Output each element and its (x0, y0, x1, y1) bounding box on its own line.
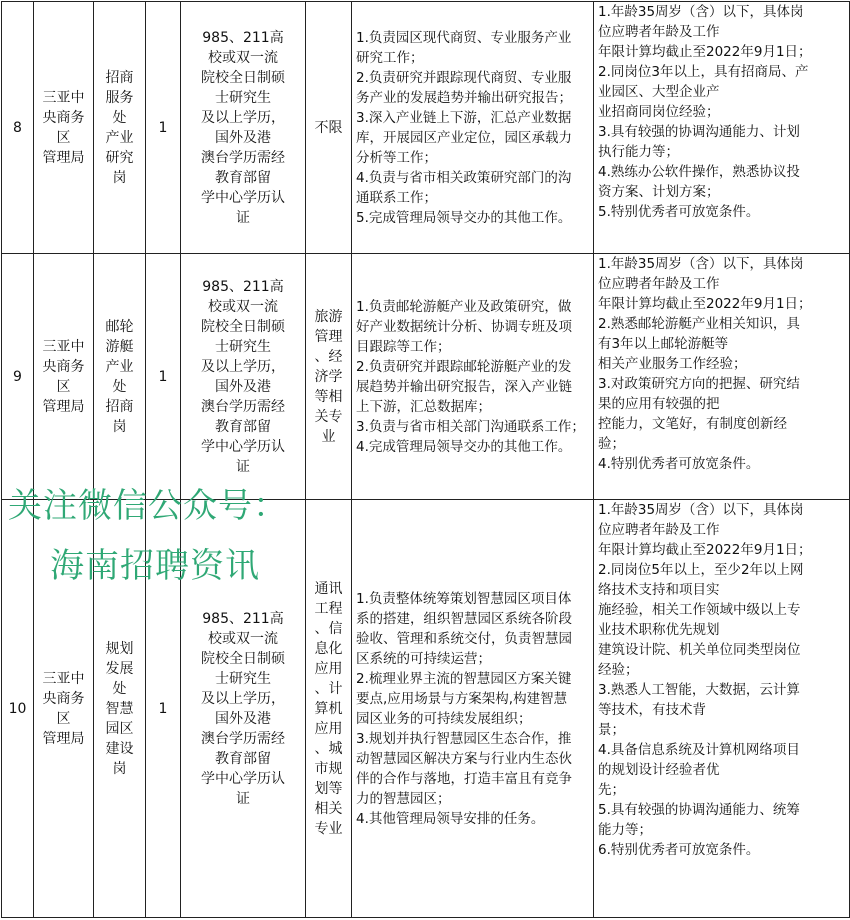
requirements-line: 果的应用有较强的把 (598, 396, 720, 412)
duties-line: 3.深入产业链上下游，汇总产业数据 (356, 109, 572, 126)
unit-line: 区 (56, 378, 71, 395)
duties-line: 分析等工作； (356, 149, 437, 166)
position-line: 建设 (105, 740, 134, 757)
requirements-line: 1.年龄35周岁（含）以下，具体岗 (598, 256, 804, 272)
unit-line: 管理局 (42, 149, 85, 166)
requirements-line: 年限计算均截止至2022年9月1日； (598, 44, 812, 60)
unit-line: 三亚中 (42, 89, 85, 106)
education-line: 教育部留 (215, 750, 271, 767)
education-line: 学中心学历认 (201, 189, 285, 206)
duties-line: 5.完成管理局领导交办的其他工作。 (356, 209, 572, 226)
duties-line: 目跟踪等工作； (356, 338, 451, 355)
watermark-line-2: 海南招聘资讯 (50, 546, 260, 586)
major-line: 、计 (314, 680, 343, 697)
duties-line: 2.负责研究并跟踪现代商贸、专业服 (356, 69, 572, 86)
duties-line: 3.规划并执行智慧园区生态合作，推 (356, 730, 572, 747)
major-line: 、信 (314, 620, 343, 637)
requirements-line: 位应聘者年龄及工作 (598, 276, 720, 292)
requirements-line: 4.特别优秀者可放宽条件。 (598, 456, 760, 472)
table-row (2, 500, 850, 918)
education-line: 985、211高 (202, 29, 284, 46)
seq-cell: 8 (2, 2, 34, 254)
major-line: 业 (321, 428, 336, 445)
unit-line: 三亚中 (42, 670, 85, 687)
unit-line: 区 (56, 710, 71, 727)
duties-line: 4.完成管理局领导交办的其他工作。 (356, 438, 572, 455)
duties-cell (352, 500, 594, 918)
requirements-line: 3.具有较强的协调沟通能力、计划 (598, 124, 800, 140)
requirements-line: 6.特别优秀者可放宽条件。 (598, 842, 760, 858)
requirements-line: 5.特别优秀者可放宽条件。 (598, 204, 760, 220)
position-cell (94, 254, 146, 500)
position-line: 岗 (112, 418, 127, 435)
major-line: 应用 (314, 720, 343, 737)
requirements-line: 1.年龄35周岁（含）以下，具体岗 (598, 502, 804, 518)
duties-line: 好产业数据统计分析、协调专班及项 (356, 318, 572, 335)
duties-line: 3.负责与省市相关部门沟通联系工作； (356, 418, 585, 435)
requirements-line: 等技术，有技术背 (598, 702, 706, 718)
duties-line: 1.负责邮轮游艇产业及政策研究，做 (356, 298, 572, 315)
requirements-line: 位应聘者年龄及工作 (598, 522, 720, 538)
count-cell: 1 (146, 254, 181, 500)
education-line: 及以上学历， (201, 690, 285, 707)
major-cell (306, 2, 352, 254)
duties-line: 研究工作； (356, 49, 424, 66)
position-line: 发展 (105, 660, 134, 677)
position-line: 研究 (105, 149, 134, 166)
major-line: 管理 (314, 328, 343, 345)
duties-line: 库，开展园区产业定位，园区承载力 (356, 129, 572, 146)
education-line: 学中心学历认 (201, 438, 285, 455)
position-line: 处 (112, 378, 127, 395)
duties-line: 区系统的可持续运营； (356, 650, 491, 667)
requirements-line: 4.熟练办公软件操作，熟悉协议投 (598, 164, 800, 180)
requirements-line: 相关产业服务工作经验； (598, 356, 747, 372)
duties-line: 1.负责园区现代商贸、专业服务产业 (356, 29, 572, 46)
education-line: 及以上学历， (201, 109, 285, 126)
table-row (2, 2, 850, 254)
major-line: 、城 (314, 740, 343, 757)
requirements-line: 3.熟悉人工智能，大数据，云计算 (598, 682, 800, 698)
seq-cell: 10 (2, 500, 34, 918)
requirements-line: 能力等； (598, 822, 652, 838)
unit-line: 区 (56, 129, 71, 146)
duties-line: 园区业务的可持续发展组织； (356, 710, 532, 727)
major-cell (306, 254, 352, 500)
unit-cell (34, 2, 94, 254)
position-line: 邮轮 (105, 318, 134, 335)
major-line: 工程 (314, 600, 343, 617)
education-line: 澳台学历需经 (201, 149, 285, 166)
unit-line: 管理局 (42, 730, 85, 747)
position-line: 处 (112, 109, 127, 126)
duties-line: 2.梳理业界主流的智慧园区方案关键 (356, 670, 572, 687)
count-cell: 1 (146, 2, 181, 254)
education-line: 澳台学历需经 (201, 730, 285, 747)
requirements-line: 3.对政策研究方向的把握、研究结 (598, 376, 800, 392)
requirements-line: 2.同岗位3年以上，具有招商局、产 (598, 64, 809, 80)
position-line: 处 (112, 680, 127, 697)
position-line: 游艇 (105, 338, 134, 355)
requirements-line: 验； (598, 436, 625, 452)
position-line: 岗 (112, 760, 127, 777)
education-line: 证 (236, 458, 250, 475)
education-line: 985、211高 (202, 610, 284, 627)
education-cell (181, 500, 306, 918)
requirements-cell (594, 2, 850, 254)
requirements-line: 2.熟悉邮轮游艇产业相关知识，具 (598, 316, 800, 332)
unit-line: 管理局 (42, 398, 85, 415)
duties-line: 动智慧园区解决方案与行业内生态伙 (356, 750, 572, 767)
requirements-line: 业技术职称优先规划 (598, 622, 720, 638)
major-line: 应用 (314, 660, 343, 677)
count-cell: 1 (146, 500, 181, 918)
duties-line: 要点,应用场景与方案架构,构建智慧 (356, 690, 568, 707)
position-line: 服务 (105, 89, 134, 106)
education-line: 士研究生 (215, 338, 271, 355)
duties-line: 系的搭建，组织智慧园区系统各阶段 (356, 610, 572, 627)
education-cell (181, 2, 306, 254)
major-line: 通讯 (314, 580, 343, 597)
seq-cell: 9 (2, 254, 34, 500)
major-line: 算机 (314, 700, 343, 717)
major-line: 划等 (314, 780, 343, 797)
education-line: 校或双一流 (208, 49, 278, 66)
duties-line: 通联系工作； (356, 189, 437, 206)
requirements-cell (594, 254, 850, 500)
requirements-cell (594, 500, 850, 918)
education-line: 国外及港 (215, 378, 271, 395)
unit-cell (34, 254, 94, 500)
position-line: 招商 (105, 69, 134, 86)
requirements-line: 有3年以上邮轮游艇等 (598, 336, 729, 352)
position-line: 岗 (112, 169, 127, 186)
duties-line: 伴的合作与落地，打造丰富且有竞争 (356, 770, 572, 787)
requirements-line: 2.同岗位5年以上，至少2年以上网 (598, 562, 804, 578)
requirements-line: 资方案、计划方案； (598, 184, 720, 200)
position-line: 招商 (105, 398, 134, 415)
unit-line: 三亚中 (42, 338, 85, 355)
position-line: 规划 (105, 640, 134, 657)
major-line: 济学 (314, 368, 343, 385)
education-line: 士研究生 (215, 89, 271, 106)
position-line: 智慧 (105, 700, 134, 717)
education-line: 教育部留 (215, 418, 271, 435)
unit-line: 央商务 (42, 109, 85, 126)
education-line: 院校全日制硕 (201, 69, 285, 86)
education-line: 教育部留 (215, 169, 271, 186)
requirements-line: 年限计算均截止至2022年9月1日； (598, 296, 812, 312)
duties-line: 4.其他管理局领导安排的任务。 (356, 810, 545, 827)
major-line: 旅游 (314, 308, 343, 325)
duties-line: 2.负责研究并跟踪邮轮游艇产业的发 (356, 358, 572, 375)
education-line: 院校全日制硕 (201, 318, 285, 335)
major-line: 市规 (314, 760, 343, 777)
education-line: 证 (236, 790, 250, 807)
major-line: 等相 (314, 388, 343, 405)
major-line: 关专 (314, 408, 343, 425)
requirements-line: 建筑设计院、机关单位同类型岗位 (598, 642, 801, 658)
major-cell (306, 500, 352, 918)
requirements-line: 业招商同岗位经验； (598, 104, 720, 120)
duties-line: 展趋势并输出研究报告，深入产业链 (356, 378, 572, 395)
requirements-line: 位应聘者年龄及工作 (598, 24, 720, 40)
requirements-line: 络技术支持和项目实 (598, 582, 720, 598)
duties-line: 力的智慧园区； (356, 790, 451, 807)
education-line: 院校全日制硕 (201, 650, 285, 667)
requirements-line: 控能力，文笔好，有制度创新经 (598, 416, 787, 432)
education-line: 澳台学历需经 (201, 398, 285, 415)
duties-line: 4.负责与省市相关政策研究部门的沟 (356, 169, 572, 186)
education-line: 校或双一流 (208, 298, 278, 315)
position-line: 产业 (105, 358, 134, 375)
requirements-line: 5.具有较强的协调沟通能力、统筹 (598, 802, 800, 818)
position-line: 产业 (105, 129, 134, 146)
education-line: 及以上学历， (201, 358, 285, 375)
education-line: 国外及港 (215, 710, 271, 727)
watermark-line-1: 关注微信公众号： (8, 486, 288, 526)
education-line: 学中心学历认 (201, 770, 285, 787)
duties-line: 验收、管理和系统交付，负责智慧园 (356, 630, 572, 647)
requirements-line: 先； (598, 782, 625, 798)
major-line: 不限 (314, 119, 343, 136)
duties-cell (352, 254, 594, 500)
major-line: 、经 (314, 348, 343, 365)
education-line: 证 (236, 209, 250, 226)
requirements-line: 年限计算均截止至2022年9月1日； (598, 542, 812, 558)
requirements-line: 施经验，相关工作领域中级以上专 (598, 602, 801, 618)
position-line: 园区 (105, 720, 134, 737)
requirements-line: 的规划设计经验者优 (598, 762, 720, 778)
duties-line: 务产业的发展趋势并输出研究报告； (356, 89, 572, 106)
requirements-line: 景； (598, 722, 625, 738)
education-line: 国外及港 (215, 129, 271, 146)
education-line: 士研究生 (215, 670, 271, 687)
requirements-line: 4.具备信息系统及计算机网络项目 (598, 742, 800, 758)
job-table (1, 1, 850, 918)
education-cell (181, 254, 306, 500)
duties-cell (352, 2, 594, 254)
unit-line: 央商务 (42, 358, 85, 375)
duties-line: 1.负责整体统筹策划智慧园区项目体 (356, 590, 572, 607)
requirements-line: 经验； (598, 662, 639, 678)
requirements-line: 执行能力等； (598, 144, 679, 160)
education-line: 985、211高 (202, 278, 284, 295)
requirements-line: 业园区、大型企业产 (598, 84, 720, 100)
major-line: 相关 (314, 800, 343, 817)
education-line: 校或双一流 (208, 630, 278, 647)
requirements-line: 1.年龄35周岁（含）以下，具体岗 (598, 4, 804, 20)
duties-line: 上下游，汇总数据库； (356, 398, 491, 415)
position-cell (94, 500, 146, 918)
table-row (2, 254, 850, 500)
major-line: 息化 (314, 640, 343, 657)
unit-line: 央商务 (42, 690, 85, 707)
position-cell (94, 2, 146, 254)
unit-cell (34, 500, 94, 918)
major-line: 专业 (314, 820, 343, 837)
